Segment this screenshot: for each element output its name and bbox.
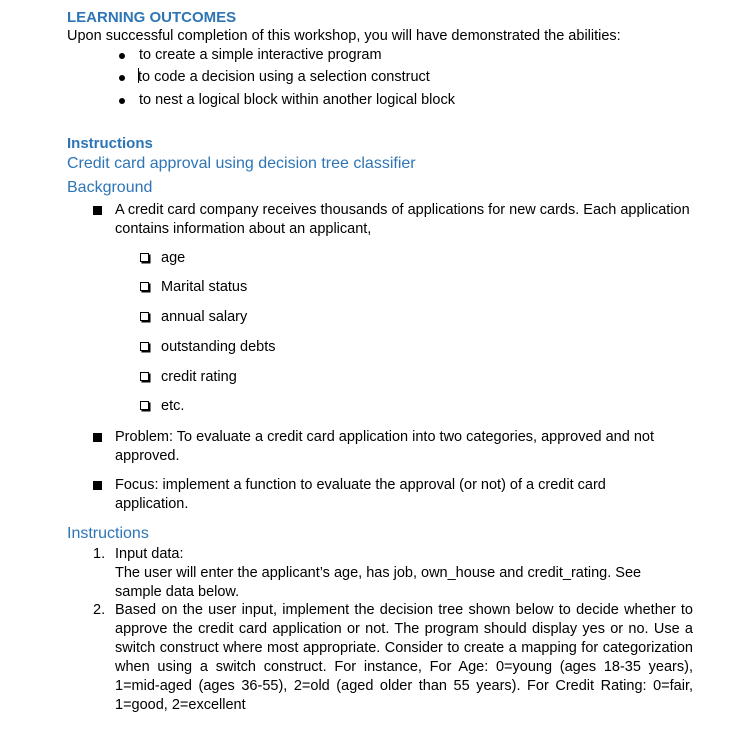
step-text: The user will enter the applicant’s age, has job, own_house and credit_rating. See sample data below.	[115, 565, 642, 600]
learning-outcomes-heading: LEARNING OUTCOMES	[67, 9, 237, 26]
square-bullet-icon	[93, 433, 102, 442]
focus-statement: Focus: implement a function to evaluate the approval (or not) of a credit card application.	[115, 477, 606, 512]
square-bullet-icon	[93, 206, 102, 215]
step-number: 2.	[93, 602, 106, 618]
attribute-item: etc.	[161, 398, 185, 414]
learning-outcomes-intro: Upon successful completion of this workshop, you will have demonstrated the abilities:	[67, 28, 621, 44]
attribute-item: annual salary	[161, 309, 248, 325]
problem-statement: Problem: To evaluate a credit card application into two categories, approved and not approved.	[115, 429, 654, 464]
bullet-icon	[119, 53, 125, 59]
attribute-item: credit rating	[161, 369, 237, 385]
instructions-subheading: Instructions	[67, 525, 149, 542]
attribute-item: outstanding debts	[161, 339, 276, 355]
page-title: Credit card approval using decision tree classifier	[67, 155, 416, 172]
background-heading: Background	[67, 179, 153, 196]
outcome-item: to create a simple interactive program	[139, 47, 382, 63]
step-number: 1.	[93, 546, 106, 562]
instructions-heading: Instructions	[67, 135, 153, 152]
step-title: Input data:	[115, 546, 184, 562]
attribute-item: Marital status	[161, 279, 248, 295]
checkbox-icon	[140, 312, 149, 321]
checkbox-icon	[140, 372, 149, 381]
checkbox-icon	[140, 253, 149, 262]
bullet-icon	[119, 75, 125, 81]
checkbox-icon	[140, 401, 149, 410]
attribute-item: age	[161, 250, 186, 266]
step-text: Based on the user input, implement the decision tree shown below to decide whether to approve the credit card application or not. The program should display yes or no. Use a switch construct where most appropriate. Consider to create a mapping for categorization when using a switch construct. For instance, For Age: 0=young (ages 18-35 years), 1=mid-aged (ages 36-55), 2=old (aged older than 55 years). For Credit Rating: 0=fair, 1=good, 2=excellent	[115, 602, 693, 713]
outcome-item: to code a decision using a selection construct	[138, 69, 430, 85]
checkbox-icon	[140, 342, 149, 351]
square-bullet-icon	[93, 481, 102, 490]
background-point: A credit card company receives thousands of applications for new cards. Each application contains information about an applicant,	[115, 202, 690, 237]
outcome-item: to nest a logical block within another logical block	[139, 92, 455, 108]
checkbox-icon	[140, 282, 149, 291]
bullet-icon	[119, 98, 125, 104]
